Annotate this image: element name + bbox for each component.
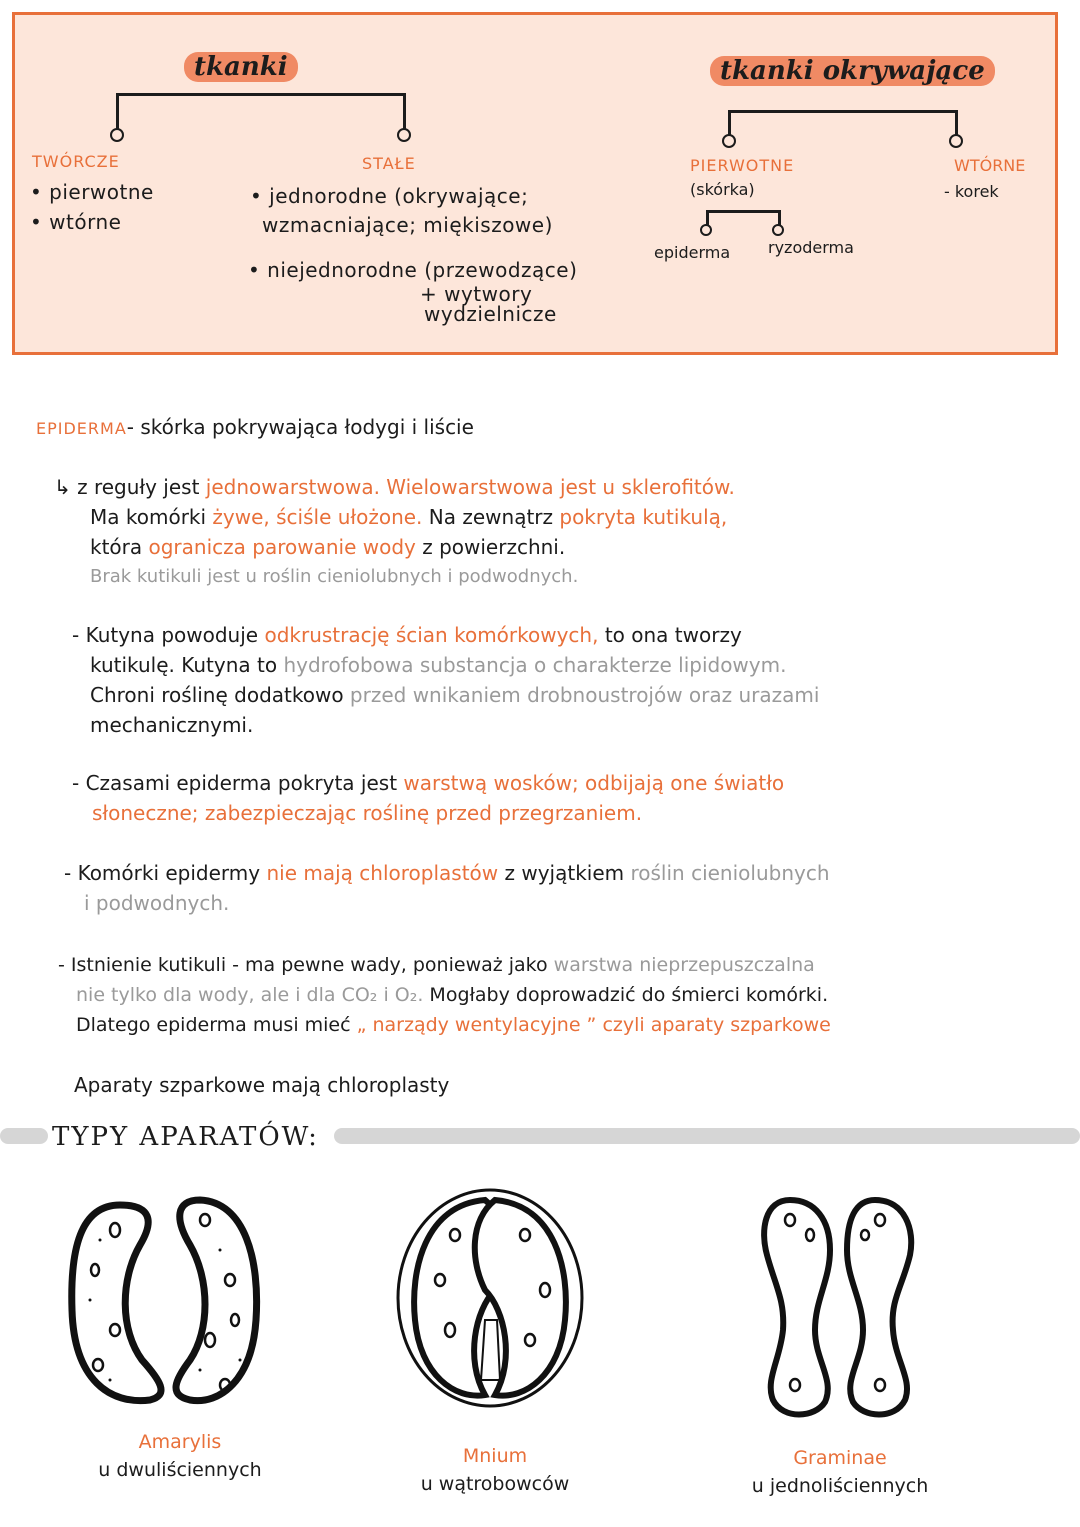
caption-amaryllis-desc: u dwuliściennych [98, 1459, 262, 1481]
stale-line-4: + wytwory [420, 282, 533, 306]
muted: roślin cieniolubnych [630, 861, 830, 885]
tree-node [110, 128, 124, 142]
p5-line-3 [76, 1010, 831, 1040]
p3-line-2: słoneczne; zabezpieczając roślinę przed przegrzaniem. [92, 801, 643, 825]
p3-line-1 [72, 768, 784, 798]
text: Chroni roślinę dodatkowo [90, 683, 350, 707]
branch-label-stale: STAŁE [362, 154, 416, 173]
diagram-left-title: tkanki [184, 52, 298, 82]
p2-line-4: mechanicznymi. [90, 713, 254, 737]
p2-line-1 [72, 620, 742, 650]
tree-line-left-v2 [403, 93, 406, 129]
muted: hydrofobowa substancja o charakterze lipidowym. [283, 653, 787, 677]
stoma-amaryllis-drawing [60, 1190, 270, 1420]
text: która [90, 535, 149, 559]
sub-ryzoderma: ryzoderma [768, 238, 854, 257]
highlight: „ narządy wentylacyjne ” czyli aparaty szparkowe [356, 1014, 831, 1036]
stale-line-3: • niejednorodne (przewodzące) [248, 258, 578, 282]
text: Ma komórki [90, 505, 213, 529]
tree-line-right-h [728, 110, 958, 113]
p2-line-3 [90, 680, 819, 710]
caption-mnium [385, 1442, 605, 1498]
text: z powierzchni. [415, 535, 566, 559]
stoma-graminae-drawing [755, 1190, 925, 1430]
text: Na zewnątrz [422, 505, 560, 529]
text: z wyjątkiem [498, 861, 631, 885]
tree-node [722, 134, 736, 148]
text: - Komórki epidermy [64, 861, 267, 885]
epiderma-def-text: - skórka pokrywająca łodygi i liście [126, 415, 474, 439]
p4-line-1 [64, 858, 830, 888]
diagram-right-title-part: tkanki okrywające [710, 56, 995, 86]
caption-graminae-name: Graminae [793, 1447, 887, 1469]
tree-node [397, 128, 411, 142]
muted: nie tylko dla wody, ale i dla CO₂ i O₂. [76, 984, 424, 1006]
text: to ona tworzy [598, 623, 742, 647]
muted: przed wnikaniem drobnoustrojów oraz urazami [349, 683, 820, 707]
text: Mogłaby doprowadzić do śmierci komórki. [423, 984, 829, 1006]
p1-line-2 [90, 502, 727, 532]
caption-amaryllis [70, 1428, 290, 1484]
caption-amaryllis-name: Amarylis [138, 1431, 222, 1453]
text: ↳ z reguły jest [54, 475, 206, 499]
stale-line-1: • jednorodne (okrywające; [250, 184, 529, 208]
p5-line-2 [76, 980, 828, 1010]
epiderma-definition [36, 412, 474, 444]
caption-mnium-name: Mnium [462, 1445, 528, 1467]
p1-line-1 [54, 472, 735, 502]
wtorne-item: - korek [944, 182, 999, 201]
text: - Kutyna powoduje [72, 623, 265, 647]
p1-line-3 [90, 532, 565, 562]
highlight: pokryta kutikulą, [559, 505, 728, 529]
caption-graminae [720, 1444, 960, 1500]
tree-line-sub-h [706, 210, 781, 213]
tree-line-left-v1 [116, 93, 119, 129]
term-epiderma: EPIDERMA [36, 419, 127, 438]
stale-line-2: wzmacniające; miękiszowe) [262, 213, 553, 237]
sub-epiderma: epiderma [654, 243, 731, 262]
branch-label-tworcze: TWÓRCZE [32, 152, 120, 171]
caption-graminae-desc: u jednoliściennych [751, 1475, 929, 1497]
p1-line-4: Brak kutikuli jest u roślin cieniolubnych i podwodnych. [90, 566, 579, 587]
caption-mnium-desc: u wątrobowców [420, 1473, 570, 1495]
stoma-mnium-drawing [385, 1180, 595, 1420]
branch-label-pierwotne: PIERWOTNE [690, 156, 795, 175]
tworcze-item-2: • wtórne [30, 210, 122, 234]
branch-sub-skorka: (skórka) [690, 180, 755, 199]
tree-line-left-h [116, 93, 406, 96]
diagram-right-title [710, 56, 995, 86]
bar-right [334, 1128, 1080, 1144]
text: Dlatego epiderma musi mieć [76, 1014, 357, 1036]
p4-line-2: i podwodnych. [84, 891, 230, 915]
highlight: żywe, ściśle ułożone. [212, 505, 423, 529]
highlight: ogranicza parowanie wody [148, 535, 416, 559]
muted: warstwa nieprzepuszczalna [553, 954, 815, 976]
types-heading: TYPY APARATÓW: [52, 1122, 319, 1152]
tree-line-right-v2 [955, 110, 958, 136]
highlight: jednowarstwowa. Wielowarstwowa jest u sklerofitów. [205, 475, 735, 499]
text: kutikulę. Kutyna to [90, 653, 284, 677]
tree-line-right-v1 [728, 110, 731, 136]
p2-line-2 [90, 650, 786, 680]
p6-line: Aparaty szparkowe mają chloroplasty [74, 1073, 450, 1097]
tree-node [700, 224, 712, 236]
tworcze-item-1: • pierwotne [30, 180, 154, 204]
highlight: nie mają chloroplastów [266, 861, 499, 885]
highlight: odkrustrację ścian komórkowych, [264, 623, 599, 647]
highlight: warstwą wosków; odbijają one światło [403, 771, 785, 795]
tree-node [772, 224, 784, 236]
p5-line-1 [58, 950, 815, 980]
text: - Istnienie kutikuli - ma pewne wady, ponieważ jako [58, 954, 554, 976]
branch-label-wtorne: WTÓRNE [954, 156, 1026, 175]
bar-left [0, 1128, 48, 1144]
text: - Czasami epiderma pokryta jest [72, 771, 404, 795]
tree-node [949, 134, 963, 148]
stale-line-5: wydzielnicze [424, 302, 557, 326]
